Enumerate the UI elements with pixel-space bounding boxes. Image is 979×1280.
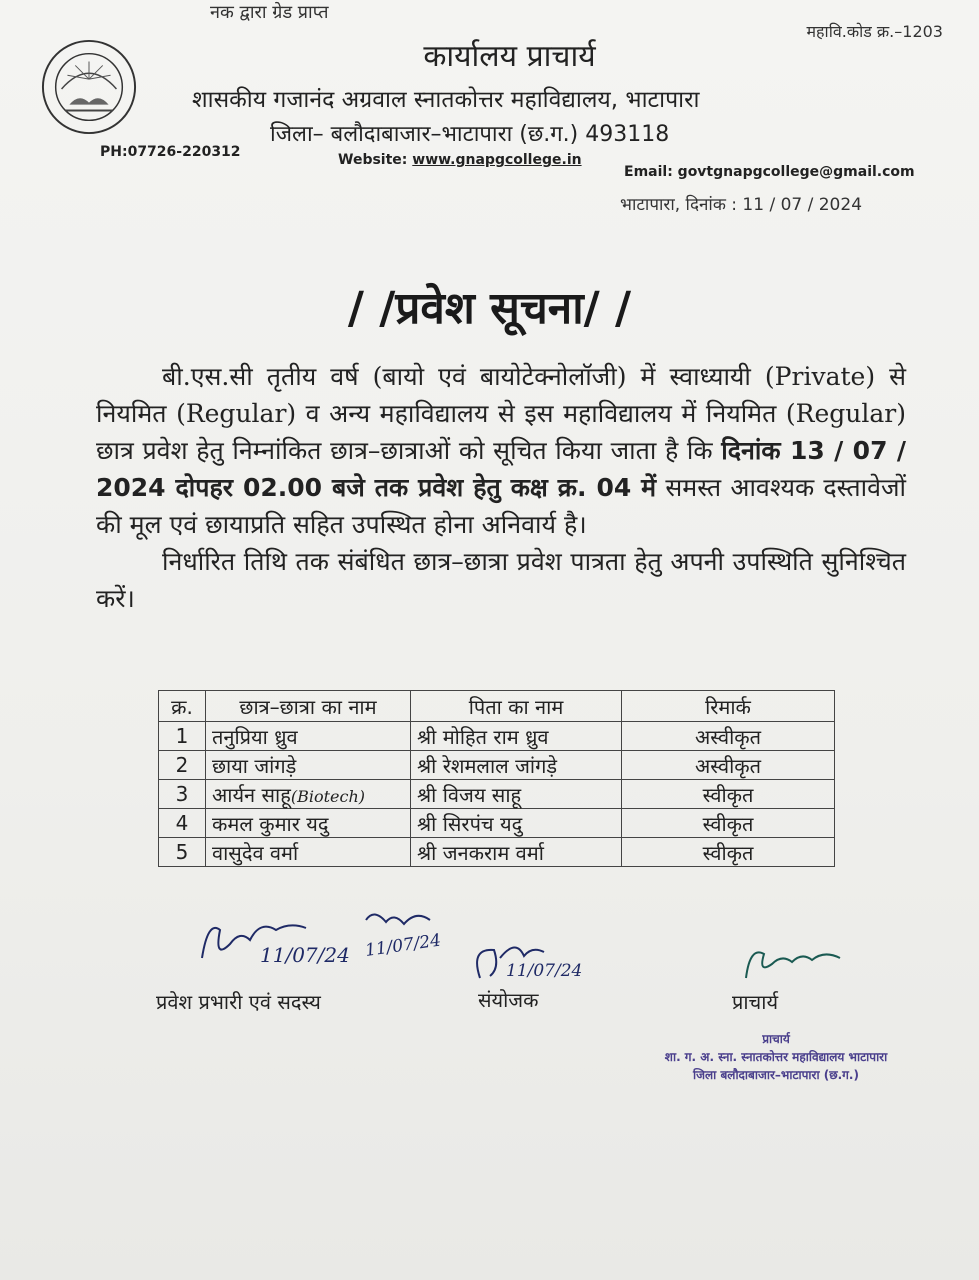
email-address[interactable]: Email: govtgnapgcollege@gmail.com [624,164,915,180]
row-serial: 4 [159,809,206,838]
row-student-name [206,780,411,809]
paragraph-1-part-a: बी.एस.सी तृतीय वर्ष (बायो एवं बायोटेक्नोलॉजी) में स्वाध्यायी (Private) से नियमित (Regular) व अन्य महाविद्यालय से इस महाविद्यालय में नियमित (Regular) छात्र प्रवेश हेतु निम्नांकित छात्र–छात्राओं को सूचित किया जाता है कि [96,362,906,465]
convener-sign-date: 11/07/24 [506,961,583,981]
notice-title: / /प्रवेश सूचना/ / [347,283,632,334]
principal-label: प्राचार्य [732,990,779,1014]
incharge-sign-date-2: 11/07/24 [363,930,443,961]
header-student-name: छात्र–छात्रा का नाम [206,691,411,722]
row-remark: अस्वीकृत [622,751,835,780]
row-remark: स्वीकृत [622,838,835,867]
handwritten-note: (Biotech) [290,786,365,806]
table-row [159,838,835,867]
website [338,152,582,168]
row-student-name [206,809,411,838]
student-name-text: आर्यन साहू [212,782,291,807]
row-serial: 5 [159,838,206,867]
row-remark: स्वीकृत [622,809,835,838]
district-address: जिला– बलौदाबाजार–भाटापारा (छ.ग.) 493118 [270,122,670,147]
row-remark: अस्वीकृत [622,722,835,751]
notice-paragraph-2: निर्धारित तिथि तक संबंधित छात्र–छात्रा प्रवेश पात्रता हेतु अपनी उपस्थिति सुनिश्चित करें। [96,547,906,613]
header-serial: क्र. [159,691,206,722]
website-label: Website: [338,152,408,168]
row-serial: 1 [159,722,206,751]
student-name-text: वासुदेव वर्मा [212,840,299,865]
convener-label: संयोजक [478,988,539,1012]
row-remark: स्वीकृत [622,780,835,809]
row-father-name: श्री जनकराम वर्मा [411,838,622,867]
row-father-name: श्री मोहित राम ध्रुव [411,722,622,751]
principal-signature [736,934,856,986]
accreditation-text: नक द्वारा ग्रेड प्राप्त [210,2,329,23]
notice-body [96,358,906,617]
stamp-district: जिला बलौदाबाजार–भाटापारा (छ.ग.) [693,1068,859,1082]
student-name-text: छाया जांगड़े [212,753,297,778]
row-student-name [206,838,411,867]
paragraph-1-part-b: समस्त आवश्यक दस्तावेजों की मूल एवं छायाप्रति सहित उपस्थित होना अनिवार्य है। [96,473,906,539]
header-father-name: पिता का नाम [411,691,622,722]
row-father-name: श्री सिरपंच यदु [411,809,622,838]
table-row [159,780,835,809]
table-row [159,809,835,838]
incharge-label: प्रवेश प्रभारी एवं सदस्य [156,990,321,1014]
table-row [159,751,835,780]
students-table [158,690,835,867]
college-code: महावि.कोड क्र.–1203 [806,22,943,41]
row-father-name: श्री रेशमलाल जांगड़े [411,751,622,780]
principal-stamp [656,1030,896,1084]
stamp-title: प्राचार्य [762,1032,790,1046]
student-name-text: तनुप्रिया ध्रुव [212,724,298,749]
stamp-college: शा. ग. अ. स्ना. स्नातकोत्तर महाविद्यालय भाटापारा [664,1050,888,1064]
incharge-signatures [190,900,450,980]
student-name-text: कमल कुमार यदु [212,811,329,836]
incharge-sign-date-1: 11/07/24 [260,943,350,967]
office-title: कार्यालय प्राचार्य [423,39,596,74]
row-serial: 3 [159,780,206,809]
table-row [159,722,835,751]
row-father-name: श्री विजय साहू [411,780,622,809]
row-serial: 2 [159,751,206,780]
header-remark: रिमार्क [622,691,835,722]
phone-number: PH:07726-220312 [100,144,241,160]
row-student-name [206,722,411,751]
convener-signature [460,928,600,988]
notice-date: भाटापारा, दिनांक : 11 / 07 / 2024 [620,195,863,215]
website-link[interactable]: www.gnapgcollege.in [412,152,582,168]
table-header-row [159,691,835,722]
paragraph-1-deadline: दिनांक 13 / 07 / 2024 दोपहर 02.00 बजे तक प्रवेश हेतु कक्ष क्र. 04 में [96,436,906,502]
college-name: शासकीय गजानंद अग्रवाल स्नातकोत्तर महाविद्यालय, भाटापारा [192,87,700,113]
row-student-name [206,751,411,780]
notice-paragraph-1 [96,358,906,543]
